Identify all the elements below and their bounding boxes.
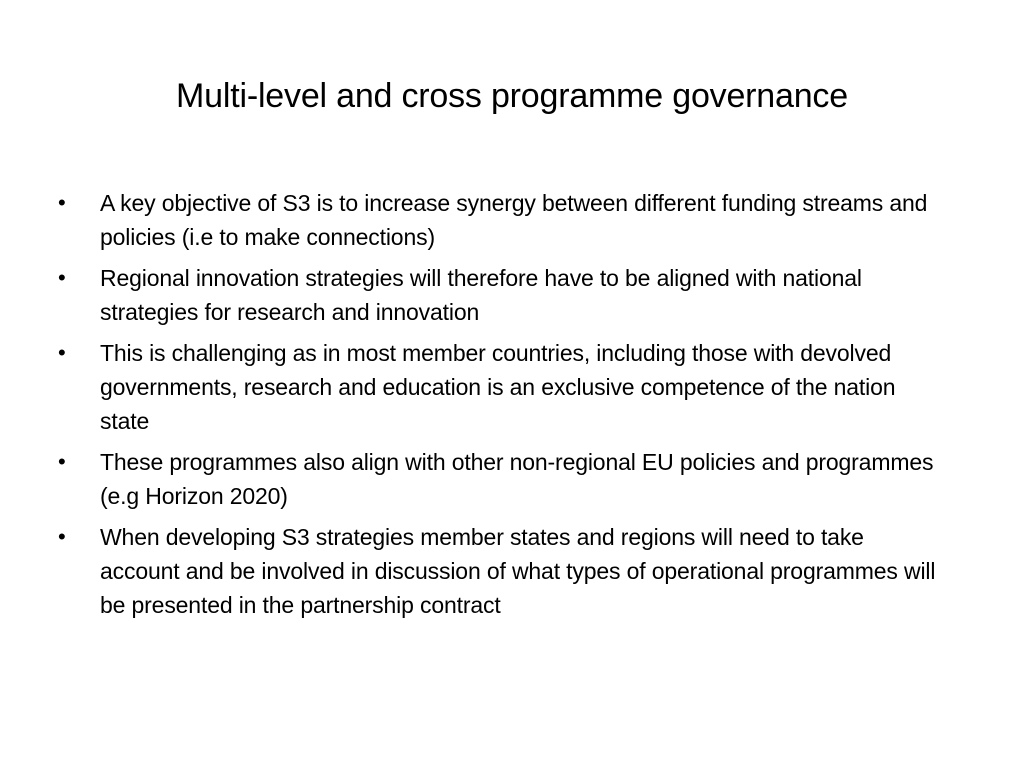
bullet-icon: • bbox=[58, 190, 66, 215]
bullet-item bbox=[58, 261, 938, 329]
bullet-icon: • bbox=[58, 524, 66, 549]
bullet-item bbox=[58, 186, 938, 254]
bullet-item bbox=[58, 336, 938, 438]
bullet-text: Regional innovation strategies will therefore have to be aligned with national strategies for research and innovation bbox=[100, 265, 862, 325]
bullet-text: These programmes also align with other non-regional EU policies and programmes (e.g Horizon 2020) bbox=[100, 449, 934, 509]
bullet-text: A key objective of S3 is to increase synergy between different funding streams and policies (i.e to make connections) bbox=[100, 190, 928, 250]
bullet-text: This is challenging as in most member countries, including those with devolved governments, research and education is an exclusive competence of the nation state bbox=[100, 340, 896, 434]
bullet-icon: • bbox=[58, 265, 66, 290]
bullet-text: When developing S3 strategies member states and regions will need to take account and be involved in discussion of what types of operational programmes will be presented in the partnership contract bbox=[100, 524, 936, 618]
slide-title: Multi-level and cross programme governance bbox=[176, 77, 848, 115]
bullet-item bbox=[58, 520, 938, 622]
bullet-item bbox=[58, 445, 938, 513]
bullet-icon: • bbox=[58, 340, 66, 365]
bullet-icon: • bbox=[58, 449, 66, 474]
bullet-list bbox=[58, 186, 938, 629]
